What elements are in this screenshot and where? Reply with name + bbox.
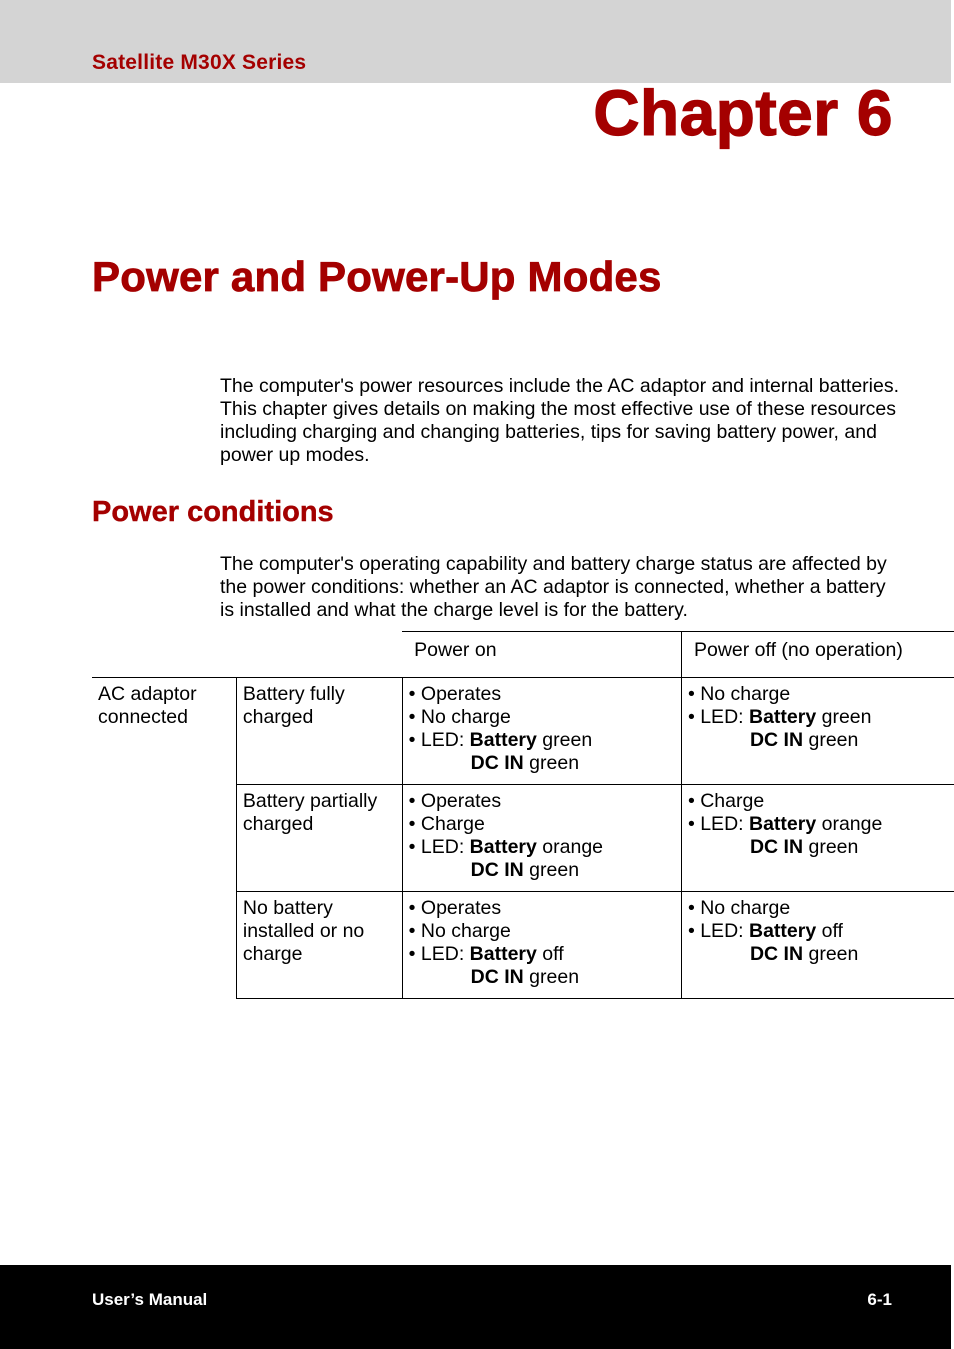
battery-label: Battery [469,943,537,965]
header-power-on: Power on [402,632,681,678]
dcin-label: DC IN [470,966,524,988]
status-line: • Operates [408,897,502,919]
dcin-state: green [803,943,859,965]
dcin-label: DC IN [470,752,524,774]
status-line: • No charge [408,706,511,728]
led-prefix: • LED: [687,813,749,835]
dcin-line [688,943,948,966]
led-prefix: • LED: [408,729,470,751]
led-line [688,706,948,729]
section-heading: Power conditions [92,496,334,528]
power-off-cell [681,785,954,892]
dcin-state: green [523,859,580,881]
battery-state: off [536,943,564,965]
footer-manual-label: User’s Manual [92,1290,208,1309]
condition-cell: No battery installed or no charge [236,892,402,999]
section-paragraph: The computer's operating capability and battery charge status are affected by the power conditions: whether an AC adaptor is connected, whether a battery is installed and what the charge level is for the battery. [220,553,887,621]
dcin-label: DC IN [749,943,804,965]
led-prefix: • LED: [687,920,749,942]
header-blank-cell [236,632,402,678]
power-off-cell [681,678,954,785]
dcin-state: green [803,729,859,751]
led-prefix: • LED: [687,706,749,728]
led-prefix: • LED: [408,943,470,965]
status-line: • Charge [687,790,765,812]
power-conditions-table [92,631,954,999]
header-power-off: Power off (no operation) [681,632,954,678]
header-blank-cell [92,632,236,678]
status-line: • Operates [408,683,502,705]
condition-cell: Battery fully charged [236,678,402,785]
dcin-label: DC IN [749,729,804,751]
status-line: • No charge [408,920,511,942]
battery-label: Battery [748,813,817,835]
battery-label: Battery [469,729,537,751]
dcin-line [409,966,675,989]
status-line: • Operates [408,790,502,812]
power-on-cell [402,892,681,999]
battery-state: off [816,920,843,942]
led-line [409,729,675,752]
group-label-cell [92,678,236,999]
dcin-line [688,729,948,752]
battery-label: Battery [748,706,817,728]
led-line [409,836,675,859]
table-header-row [92,632,954,678]
dcin-line [409,859,675,882]
led-line [409,943,675,966]
condition-cell: Battery partially charged [236,785,402,892]
power-on-cell [402,678,681,785]
table-row [92,678,954,785]
battery-state: green [536,729,593,751]
series-title: Satellite M30X Series [92,51,307,74]
battery-state: orange [536,836,604,858]
dcin-label: DC IN [470,859,524,881]
chapter-title: Chapter 6 [593,77,893,149]
battery-label: Battery [469,836,537,858]
group-label: AC adaptor connected [98,683,197,728]
intro-paragraph: The computer's power resources include the AC adaptor and internal batteries. This chapter gives details on making the most effective use of these resources including charging and changing batteries, tips for saving battery power, and power up modes. [220,375,900,466]
battery-state: green [816,706,872,728]
dcin-state: green [803,836,859,858]
status-line: • No charge [687,897,791,919]
dcin-line [409,752,675,775]
power-on-cell [402,785,681,892]
footer-page-number: 6-1 [867,1290,892,1309]
power-off-cell [681,892,954,999]
dcin-label: DC IN [749,836,804,858]
dcin-state: green [523,966,580,988]
dcin-state: green [523,752,580,774]
page-title: Power and Power-Up Modes [92,253,662,300]
battery-label: Battery [748,920,817,942]
led-line [688,813,948,836]
dcin-line [688,836,948,859]
led-line [688,920,948,943]
led-prefix: • LED: [408,836,470,858]
status-line: • Charge [408,813,485,835]
battery-state: orange [816,813,883,835]
status-line: • No charge [687,683,791,705]
